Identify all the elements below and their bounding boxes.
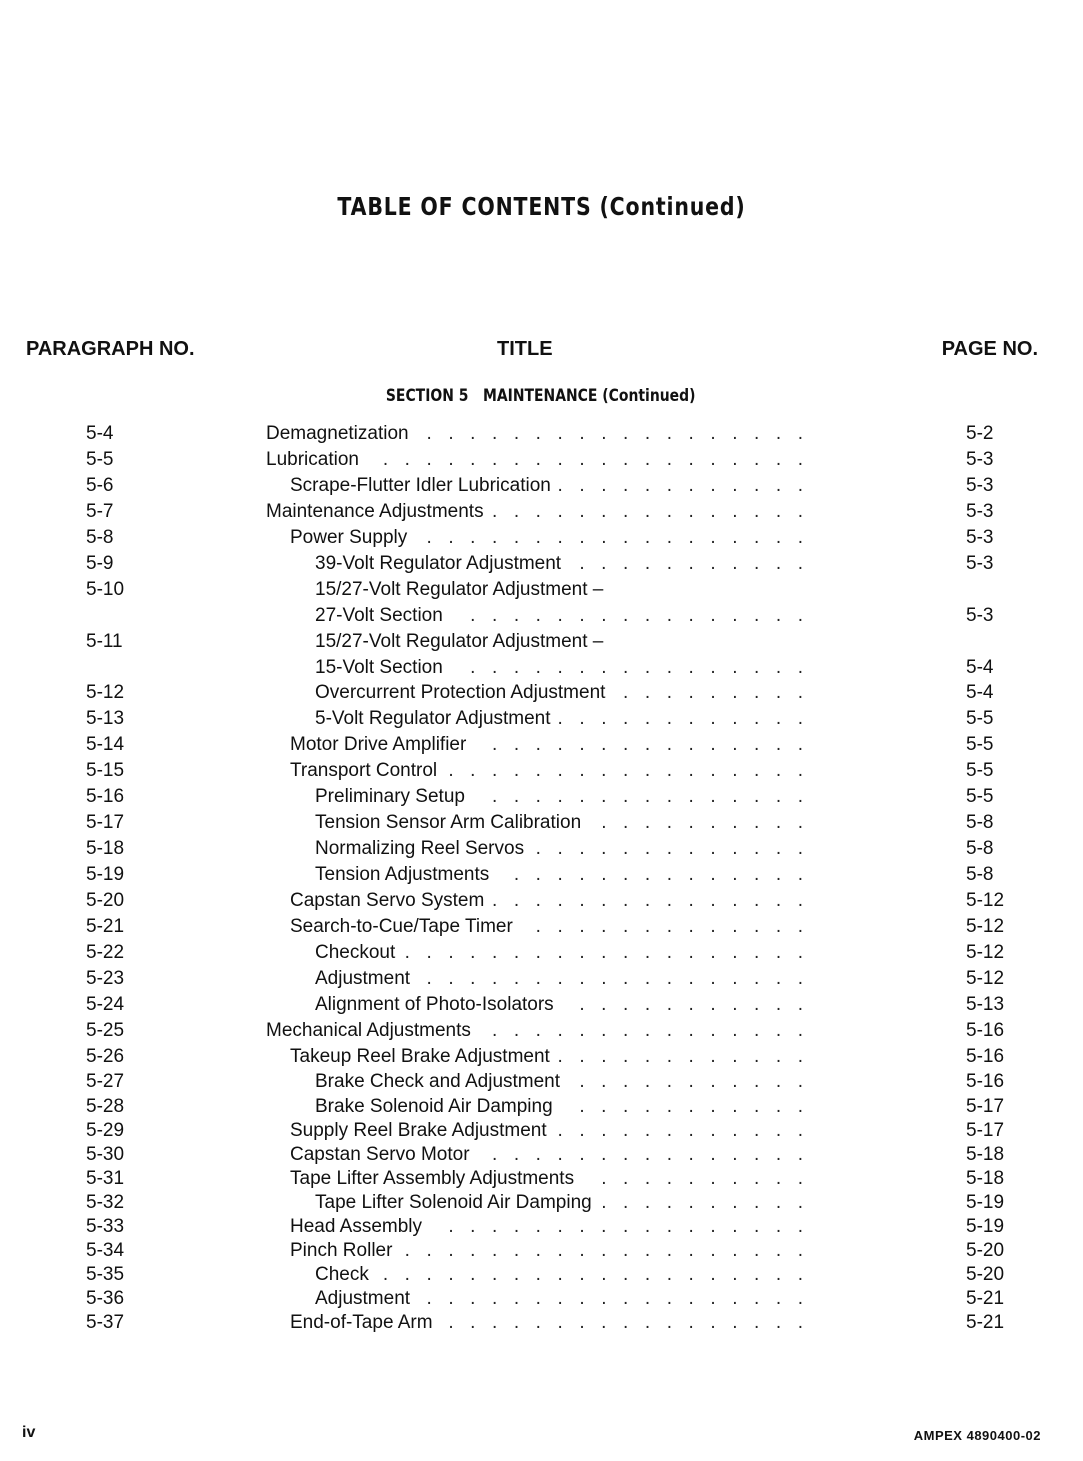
toc-leader-dots: . . . . . . . . . . . . . . . . xyxy=(470,657,805,678)
toc-leader-dots: . . . . . . . . . . . . . . . . xyxy=(470,605,805,626)
toc-page-number: 5-12 xyxy=(966,968,1005,989)
toc-entry xyxy=(0,1044,1083,1070)
toc-paragraph-number: 5-37 xyxy=(86,1312,125,1333)
toc-paragraph-number: 5-14 xyxy=(86,734,125,755)
toc-page-number: 5-3 xyxy=(966,475,994,496)
toc-entry xyxy=(0,914,1083,940)
toc-page-number: 5-8 xyxy=(966,838,994,859)
toc-page-number: 5-4 xyxy=(966,682,994,703)
toc-page-number: 5-19 xyxy=(966,1216,1005,1237)
toc-entry xyxy=(0,862,1083,888)
toc-paragraph-number: 5-8 xyxy=(86,527,114,548)
toc-paragraph-number: 5-34 xyxy=(86,1240,125,1261)
toc-entry xyxy=(0,706,1083,732)
toc-entry xyxy=(0,629,1083,655)
toc-leader-dots: . . . . . . . . . . . . . . . xyxy=(492,734,805,755)
toc-entry xyxy=(0,1142,1083,1168)
toc-entry xyxy=(0,1069,1083,1095)
toc-leader-dots: . . . . . . . . . . . xyxy=(579,994,805,1015)
toc-title: End-of-Tape Arm xyxy=(290,1312,433,1333)
toc-leader-dots: . . . . . . . . . . . . . . . . . . xyxy=(426,1288,805,1309)
toc-entry xyxy=(0,1214,1083,1240)
toc-title: Normalizing Reel Servos xyxy=(315,838,525,859)
toc-leader-dots: . . . . . . . . . xyxy=(623,682,805,703)
toc-page-number: 5-20 xyxy=(966,1264,1005,1285)
toc-paragraph-number: 5-28 xyxy=(86,1096,125,1117)
toc-title: Lubrication xyxy=(266,449,359,470)
toc-page-number: 5-3 xyxy=(966,449,994,470)
toc-page-number: 5-17 xyxy=(966,1096,1005,1117)
toc-page-number: 5-5 xyxy=(966,760,994,781)
toc-paragraph-number: 5-29 xyxy=(86,1120,125,1141)
toc-title: Scrape-Flutter Idler Lubrication xyxy=(290,475,551,496)
toc-entry xyxy=(0,603,1083,629)
toc-entry xyxy=(0,888,1083,914)
toc-title: Adjustment xyxy=(315,1288,411,1309)
toc-title: Motor Drive Amplifier xyxy=(290,734,467,755)
toc-paragraph-number: 5-32 xyxy=(86,1192,125,1213)
toc-page-number: 5-16 xyxy=(966,1046,1005,1067)
toc-leader-dots: . . . . . . . . . . . . xyxy=(557,1120,805,1141)
toc-paragraph-number: 5-17 xyxy=(86,812,125,833)
toc-paragraph-number: 5-13 xyxy=(86,708,125,729)
toc-entry xyxy=(0,473,1083,499)
toc-leader-dots: . . . . . . . . . . . . . . . xyxy=(492,1144,805,1165)
toc-page-number: 5-19 xyxy=(966,1192,1005,1213)
toc-title: Overcurrent Protection Adjustment xyxy=(315,682,606,703)
toc-title: Brake Check and Adjustment xyxy=(315,1071,561,1092)
toc-leader-dots: . . . . . . . . . . . . xyxy=(557,1046,805,1067)
toc-entry xyxy=(0,836,1083,862)
toc-paragraph-number: 5-15 xyxy=(86,760,125,781)
toc-entry xyxy=(0,577,1083,603)
toc-title: Tension Sensor Arm Calibration xyxy=(315,812,582,833)
toc-title: Checkout xyxy=(315,942,396,963)
toc-title: Preliminary Setup xyxy=(315,786,465,807)
toc-paragraph-number: 5-21 xyxy=(86,916,125,937)
toc-entry xyxy=(0,1094,1083,1120)
toc-entry xyxy=(0,1190,1083,1216)
toc-title: Head Assembly xyxy=(290,1216,423,1237)
toc-leader-dots: . . . . . . . . . . . . . . . . . . xyxy=(426,527,805,548)
toc-entry xyxy=(0,421,1083,447)
toc-title: Demagnetization xyxy=(266,423,409,444)
toc-paragraph-number: 5-9 xyxy=(86,553,114,574)
toc-entry xyxy=(0,1166,1083,1192)
page-number: iv xyxy=(22,1424,36,1441)
toc-leader-dots: . . . . . . . . . . . . . . . . . xyxy=(448,1216,805,1237)
toc-paragraph-number: 5-24 xyxy=(86,994,125,1015)
toc-entry xyxy=(0,655,1083,681)
toc-paragraph-number: 5-25 xyxy=(86,1020,125,1041)
column-header-paragraph: PARAGRAPH NO. xyxy=(26,338,195,360)
toc-paragraph-number: 5-27 xyxy=(86,1071,125,1092)
toc-title: Capstan Servo System xyxy=(290,890,485,911)
toc-paragraph-number: 5-4 xyxy=(86,423,114,444)
toc-page-number: 5-3 xyxy=(966,501,994,522)
toc-leader-dots: . . . . . . . . . . . . . . . . . . . xyxy=(404,1240,805,1261)
toc-paragraph-number: 5-5 xyxy=(86,449,114,470)
toc-paragraph-number: 5-36 xyxy=(86,1288,125,1309)
toc-entry xyxy=(0,992,1083,1018)
toc-leader-dots: . . . . . . . . . . xyxy=(601,1168,805,1189)
toc-page-number: 5-8 xyxy=(966,864,994,885)
toc-page-number: 5-12 xyxy=(966,942,1005,963)
toc-leader-dots: . . . . . . . . . . . . . . . . . . xyxy=(426,423,805,444)
column-header-title: TITLE xyxy=(497,338,553,360)
toc-title: Search-to-Cue/Tape Timer xyxy=(290,916,513,937)
toc-title: Adjustment xyxy=(315,968,411,989)
toc-page-number: 5-16 xyxy=(966,1071,1005,1092)
toc-title: Capstan Servo Motor xyxy=(290,1144,470,1165)
toc-page-number: 5-20 xyxy=(966,1240,1005,1261)
toc-page-number: 5-3 xyxy=(966,527,994,548)
toc-title: Pinch Roller xyxy=(290,1240,393,1261)
toc-paragraph-number: 5-11 xyxy=(86,631,123,652)
toc-entry xyxy=(0,499,1083,525)
toc-leader-dots: . . . . . . . . . . . xyxy=(579,1071,805,1092)
column-header-page: PAGE NO. xyxy=(941,338,1038,360)
toc-leader-dots: . . . . . . . . . . . . . . . . . . . xyxy=(404,942,805,963)
toc-paragraph-number: 5-10 xyxy=(86,579,125,600)
toc-page-number: 5-21 xyxy=(966,1312,1005,1333)
toc-page-number: 5-17 xyxy=(966,1120,1005,1141)
toc-title: 39-Volt Regulator Adjustment xyxy=(315,553,562,574)
toc-title: Power Supply xyxy=(290,527,408,548)
toc-title: Transport Control xyxy=(290,760,438,781)
toc-title: Tape Lifter Solenoid Air Damping xyxy=(315,1192,592,1213)
toc-leader-dots: . . . . . . . . . . xyxy=(601,812,805,833)
section-heading: SECTION 5 MAINTENANCE (Continued) xyxy=(385,386,696,406)
toc-entry xyxy=(0,784,1083,810)
toc-paragraph-number: 5-33 xyxy=(86,1216,125,1237)
toc-leader-dots: . . . . . . . . . . . . . xyxy=(535,838,805,859)
toc-title: Brake Solenoid Air Damping xyxy=(315,1096,553,1117)
toc-page-number: 5-4 xyxy=(966,657,994,678)
toc-leader-dots: . . . . . . . . . . . xyxy=(579,1096,805,1117)
toc-title: Alignment of Photo-Isolators xyxy=(315,994,554,1015)
toc-paragraph-number: 5-19 xyxy=(86,864,125,885)
toc-title: Takeup Reel Brake Adjustment xyxy=(290,1046,550,1067)
toc-title: Maintenance Adjustments xyxy=(266,501,484,522)
toc-leader-dots: . . . . . . . . . . . . . . . . . xyxy=(448,760,805,781)
toc-page-number: 5-5 xyxy=(966,786,994,807)
toc-page-number: 5-18 xyxy=(966,1144,1005,1165)
toc-leader-dots: . . . . . . . . . . . . . . . xyxy=(492,501,805,522)
toc-leader-dots: . . . . . . . . . . . . . . . . . . xyxy=(426,968,805,989)
toc-leader-dots: . . . . . . . . . . . . . . . xyxy=(492,890,805,911)
toc-paragraph-number: 5-30 xyxy=(86,1144,125,1165)
toc-page-number: 5-16 xyxy=(966,1020,1005,1041)
toc-entry xyxy=(0,1286,1083,1312)
toc-leader-dots: . . . . . . . . . . . . . . . . . xyxy=(448,1312,805,1333)
toc-leader-dots: . . . . . . . . . . xyxy=(601,1192,805,1213)
toc-entry xyxy=(0,447,1083,473)
toc-entry xyxy=(0,940,1083,966)
toc-title: Mechanical Adjustments xyxy=(266,1020,471,1041)
toc-page-number: 5-21 xyxy=(966,1288,1005,1309)
toc-entry xyxy=(0,551,1083,577)
toc-page-number: 5-8 xyxy=(966,812,994,833)
toc-leader-dots: . . . . . . . . . . . . . xyxy=(535,916,805,937)
toc-page-number: 5-2 xyxy=(966,423,994,444)
toc-title: 15/27-Volt Regulator Adjustment – xyxy=(315,579,604,600)
toc-entry xyxy=(0,1238,1083,1264)
toc-page-number: 5-18 xyxy=(966,1168,1005,1189)
toc-entry xyxy=(0,732,1083,758)
toc-title: Supply Reel Brake Adjustment xyxy=(290,1120,547,1141)
toc-page-number: 5-3 xyxy=(966,605,994,626)
toc-paragraph-number: 5-18 xyxy=(86,838,125,859)
toc-title: Tape Lifter Assembly Adjustments xyxy=(290,1168,575,1189)
toc-entry xyxy=(0,966,1083,992)
toc-paragraph-number: 5-6 xyxy=(86,475,114,496)
toc-page-number: 5-12 xyxy=(966,890,1005,911)
toc-entry xyxy=(0,758,1083,784)
toc-entry xyxy=(0,680,1083,706)
toc-paragraph-number: 5-22 xyxy=(86,942,125,963)
toc-leader-dots: . . . . . . . . . . . . . . . xyxy=(492,1020,805,1041)
document-id: AMPEX 4890400-02 xyxy=(913,1428,1041,1443)
toc-paragraph-number: 5-20 xyxy=(86,890,125,911)
toc-title: 5-Volt Regulator Adjustment xyxy=(315,708,551,729)
toc-paragraph-number: 5-16 xyxy=(86,786,125,807)
toc-paragraph-number: 5-31 xyxy=(86,1168,125,1189)
page-title: TABLE OF CONTENTS (Continued) xyxy=(337,192,746,221)
toc-leader-dots: . . . . . . . . . . . . . . . . . . . . xyxy=(382,1264,805,1285)
toc-page-number: 5-13 xyxy=(966,994,1005,1015)
toc-entry xyxy=(0,810,1083,836)
toc-title: Tension Adjustments xyxy=(315,864,490,885)
toc-leader-dots: . . . . . . . . . . . xyxy=(579,553,805,574)
toc-entry xyxy=(0,525,1083,551)
toc-paragraph-number: 5-35 xyxy=(86,1264,125,1285)
toc-title: Check xyxy=(315,1264,369,1285)
toc-page-number: 5-12 xyxy=(966,916,1005,937)
toc-leader-dots: . . . . . . . . . . . . . . . . . . . . xyxy=(382,449,805,470)
toc-entry xyxy=(0,1118,1083,1144)
toc-title: 15/27-Volt Regulator Adjustment – xyxy=(315,631,604,652)
toc-paragraph-number: 5-26 xyxy=(86,1046,125,1067)
toc-leader-dots: . . . . . . . . . . . . xyxy=(557,708,805,729)
toc-page-number: 5-5 xyxy=(966,708,994,729)
toc-entry xyxy=(0,1310,1083,1336)
toc-page-number: 5-3 xyxy=(966,553,994,574)
toc-leader-dots: . . . . . . . . . . . . xyxy=(557,475,805,496)
toc-paragraph-number: 5-7 xyxy=(86,501,114,522)
toc-title: 15-Volt Section xyxy=(315,657,443,678)
toc-paragraph-number: 5-12 xyxy=(86,682,125,703)
toc-title: 27-Volt Section xyxy=(315,605,443,626)
toc-leader-dots: . . . . . . . . . . . . . . xyxy=(513,864,805,885)
toc-entry xyxy=(0,1262,1083,1288)
toc-entry xyxy=(0,1018,1083,1044)
toc-leader-dots: . . . . . . . . . . . . . . . xyxy=(492,786,805,807)
toc-paragraph-number: 5-23 xyxy=(86,968,125,989)
toc-page-number: 5-5 xyxy=(966,734,994,755)
